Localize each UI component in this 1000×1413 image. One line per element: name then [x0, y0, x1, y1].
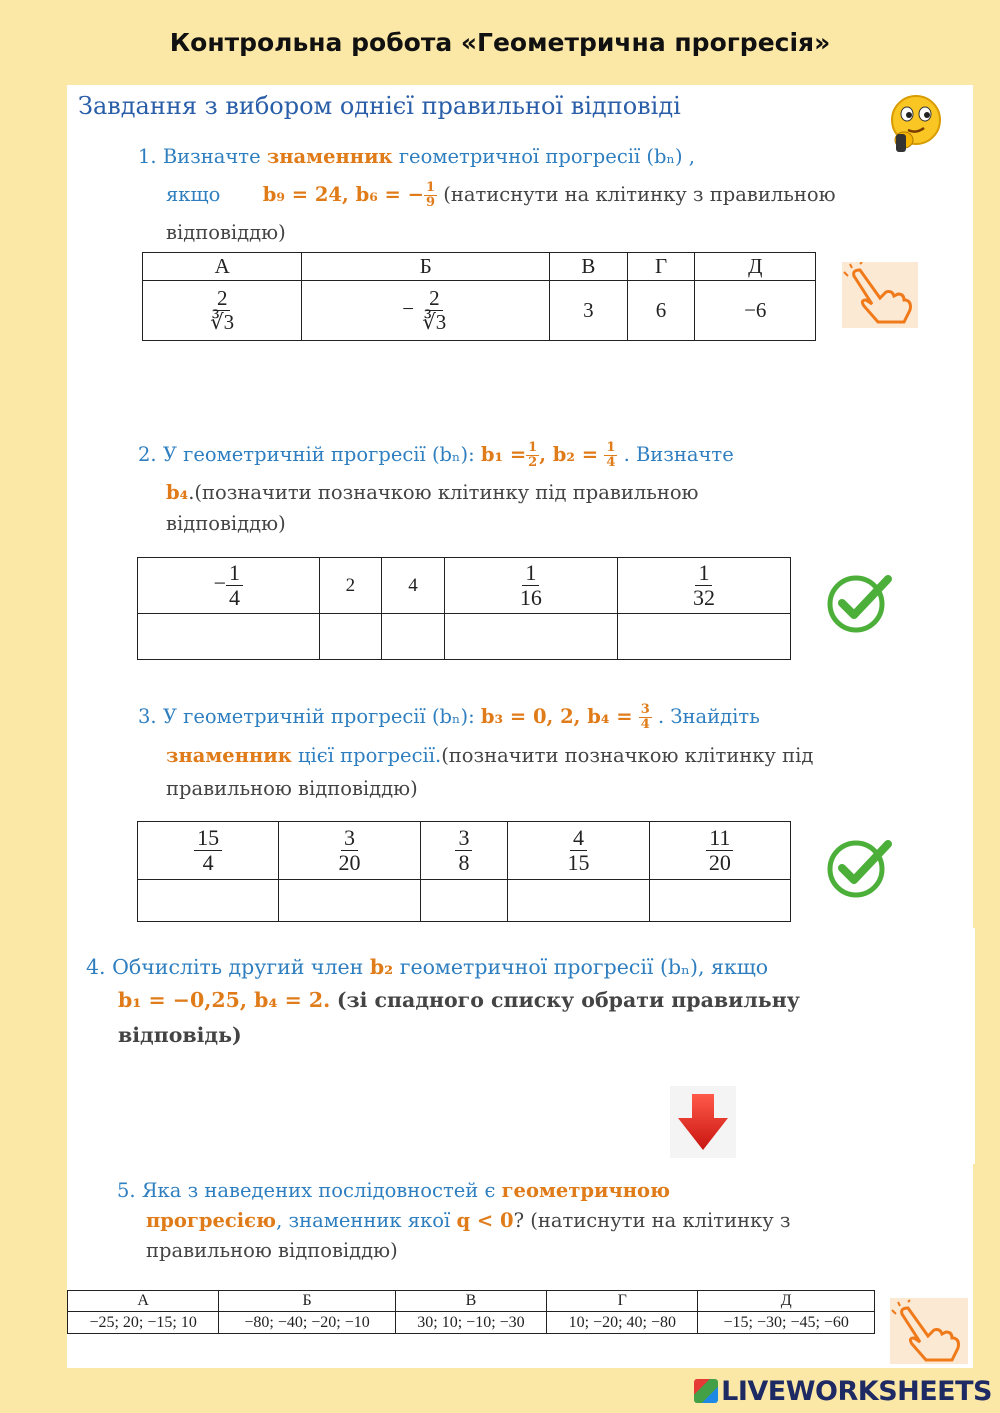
q5-option-a[interactable]: −25; 20; −15; 10: [68, 1312, 219, 1334]
q1-keyword: знаменник: [266, 145, 393, 168]
q1-line2: [166, 176, 836, 214]
q5-keyword2: прогресією: [146, 1209, 277, 1232]
q2-option-e: $\frac{1}{32}$: [617, 558, 790, 614]
q2-option-a: − $\frac{1}{4}$: [138, 558, 320, 614]
q4-instruction: (зі спадного списку обрати правильну: [336, 988, 800, 1012]
q3-text: У геометричній прогресії (bₙ):: [162, 705, 475, 728]
q1-instruction-2: відповіддю): [166, 221, 286, 244]
q5-option-d[interactable]: 10; −20; 40; −80: [547, 1312, 698, 1334]
q4-number: 4.: [86, 955, 106, 979]
q1-text-post: геометричної прогресії (bₙ) ,: [398, 145, 695, 168]
q3-answer-cell-c[interactable]: [420, 880, 508, 922]
q3-answer-cell-d[interactable]: [508, 880, 649, 922]
q1-answer-table: [142, 252, 816, 341]
q2-instruction: .(позначити позначкою клітинку під правильною: [188, 481, 699, 504]
q3-option-c: $\frac{3}{8}$: [420, 822, 508, 880]
q2-answer-cell-a[interactable]: [138, 614, 320, 660]
q3-answer-cell-b[interactable]: [279, 880, 420, 922]
q5-keyword: геометричною: [501, 1179, 671, 1202]
q1-instruction: (натиснути на клітинку з правильною: [443, 183, 836, 206]
q2-option-c: 4: [382, 558, 445, 614]
q2-answer-cell-c[interactable]: [382, 614, 445, 660]
q5-option-e[interactable]: −15; −30; −45; −60: [698, 1312, 875, 1334]
q3-keyword: знаменник: [166, 744, 292, 767]
q5-condition: q < 0: [456, 1209, 514, 1232]
q5-answer-table: [67, 1290, 875, 1334]
q4-text: Обчисліть другий член: [112, 955, 364, 979]
q1-number: 1.: [138, 145, 157, 168]
q2-answer-cell-e[interactable]: [617, 614, 790, 660]
q3-instruction-2: правильною відповіддю): [166, 777, 418, 800]
q2-number: 2.: [138, 443, 157, 466]
q4-text-post: геометричної прогресії (bₙ), якщо: [399, 955, 769, 979]
q2-b1-fraction: $\frac{1}{2}$: [528, 440, 538, 470]
q1-header-d: Г: [627, 253, 695, 281]
q5-option-b[interactable]: −80; −40; −20; −10: [219, 1312, 396, 1334]
q2-instruction-2: відповіддю): [166, 512, 286, 535]
q1-header-e: Д: [695, 253, 816, 281]
q2-line1: [138, 436, 734, 474]
pointing-hand-icon: [890, 1298, 968, 1364]
q4-line2: [118, 981, 800, 1019]
thinking-emoji-icon: [884, 90, 948, 154]
q3-line1: [138, 698, 760, 736]
liveworksheets-logo[interactable]: [694, 1376, 992, 1407]
q4-instruction-2: відповідь): [118, 1023, 242, 1047]
q1-line1: [138, 138, 695, 176]
q5-number: 5.: [117, 1179, 136, 1202]
q5-instruction-2: правильною відповіддю): [146, 1239, 398, 1262]
q5-text-post: , знаменник якої: [276, 1209, 451, 1232]
q5-header-b: Б: [219, 1291, 396, 1312]
page-title: Контрольна робота «Геометрична прогресія»: [169, 28, 831, 57]
q3-instruction: (позначити позначкою клітинку під: [441, 744, 814, 767]
q2-text-post: . Визначте: [623, 443, 734, 466]
q1-header-a: А: [143, 253, 302, 281]
q3-option-e: $\frac{11}{20}$: [649, 822, 790, 880]
q1-header-c: В: [550, 253, 628, 281]
q3-answer-cell-e[interactable]: [649, 880, 790, 922]
q3-number: 3.: [138, 705, 157, 728]
down-arrow-icon[interactable]: [670, 1086, 736, 1158]
q1-option-b[interactable]: − $\frac{2}{∛3}$: [302, 281, 550, 341]
q2-option-b: 2: [319, 558, 382, 614]
q3-cond-fraction: $\frac{3}{4}$: [640, 702, 650, 732]
checkmark-icon: [826, 573, 894, 633]
q2-text: У геометричній прогресії (bₙ):: [162, 443, 475, 466]
q5-header-e: Д: [698, 1291, 875, 1312]
q2-target: b₄: [166, 481, 189, 504]
q1-option-c[interactable]: 3: [550, 281, 628, 341]
q1-text: Визначте: [162, 145, 261, 168]
q5-header-d: Г: [547, 1291, 698, 1312]
q2-answer-cell-b[interactable]: [319, 614, 382, 660]
q5-option-c[interactable]: 30; 10; −10; −30: [395, 1312, 546, 1334]
q1-option-e[interactable]: −6: [695, 281, 816, 341]
pointing-hand-icon: [842, 262, 918, 328]
q2-b2: , b₂ =: [539, 443, 599, 466]
q4-target: b₂: [369, 955, 394, 979]
section-header: Завдання з вибором однієї правильної відповіді: [78, 92, 681, 120]
logo-text: LIVEWORKSHEETS: [721, 1376, 992, 1407]
q3-condition: b₃ = 0, 2, b₄ =: [480, 705, 633, 728]
q1-option-a[interactable]: $\frac{2}{∛3}$: [143, 281, 302, 341]
checkmark-icon: [826, 838, 894, 898]
q4-condition: b₁ = −0,25, b₄ = 2.: [118, 988, 331, 1012]
q1-header-b: Б: [302, 253, 550, 281]
q1-cond-fraction: $\frac{1}{9}$: [426, 180, 436, 210]
q3-text-post2: цієї прогресії.: [298, 744, 442, 767]
q3-answer-table: [137, 821, 791, 922]
q3-option-a: $\frac{15}{4}$: [138, 822, 279, 880]
q5-header-c: В: [395, 1291, 546, 1312]
q2-b1: b₁ =: [480, 443, 527, 466]
q1-option-d[interactable]: 6: [627, 281, 695, 341]
q1-condition: b₉ = 24, b₆ = −: [262, 183, 425, 206]
q2-b2-fraction: $\frac{1}{4}$: [606, 440, 616, 470]
q2-option-d: $\frac{1}{16}$: [444, 558, 617, 614]
q2-answer-table: [137, 557, 791, 660]
q5-header-a: А: [68, 1291, 219, 1312]
q3-text-post: . Знайдіть: [658, 705, 760, 728]
logo-mark-icon: [694, 1379, 718, 1403]
q5-instruction: ? (натиснути на клітинку з: [513, 1209, 791, 1232]
q5-text: Яка з наведених послідовностей є: [141, 1179, 496, 1202]
q3-answer-cell-a[interactable]: [138, 880, 279, 922]
q2-answer-cell-d[interactable]: [444, 614, 617, 660]
q3-option-b: $\frac{3}{20}$: [279, 822, 420, 880]
q3-option-d: $\frac{4}{15}$: [508, 822, 649, 880]
q1-if: якщо: [166, 183, 221, 206]
